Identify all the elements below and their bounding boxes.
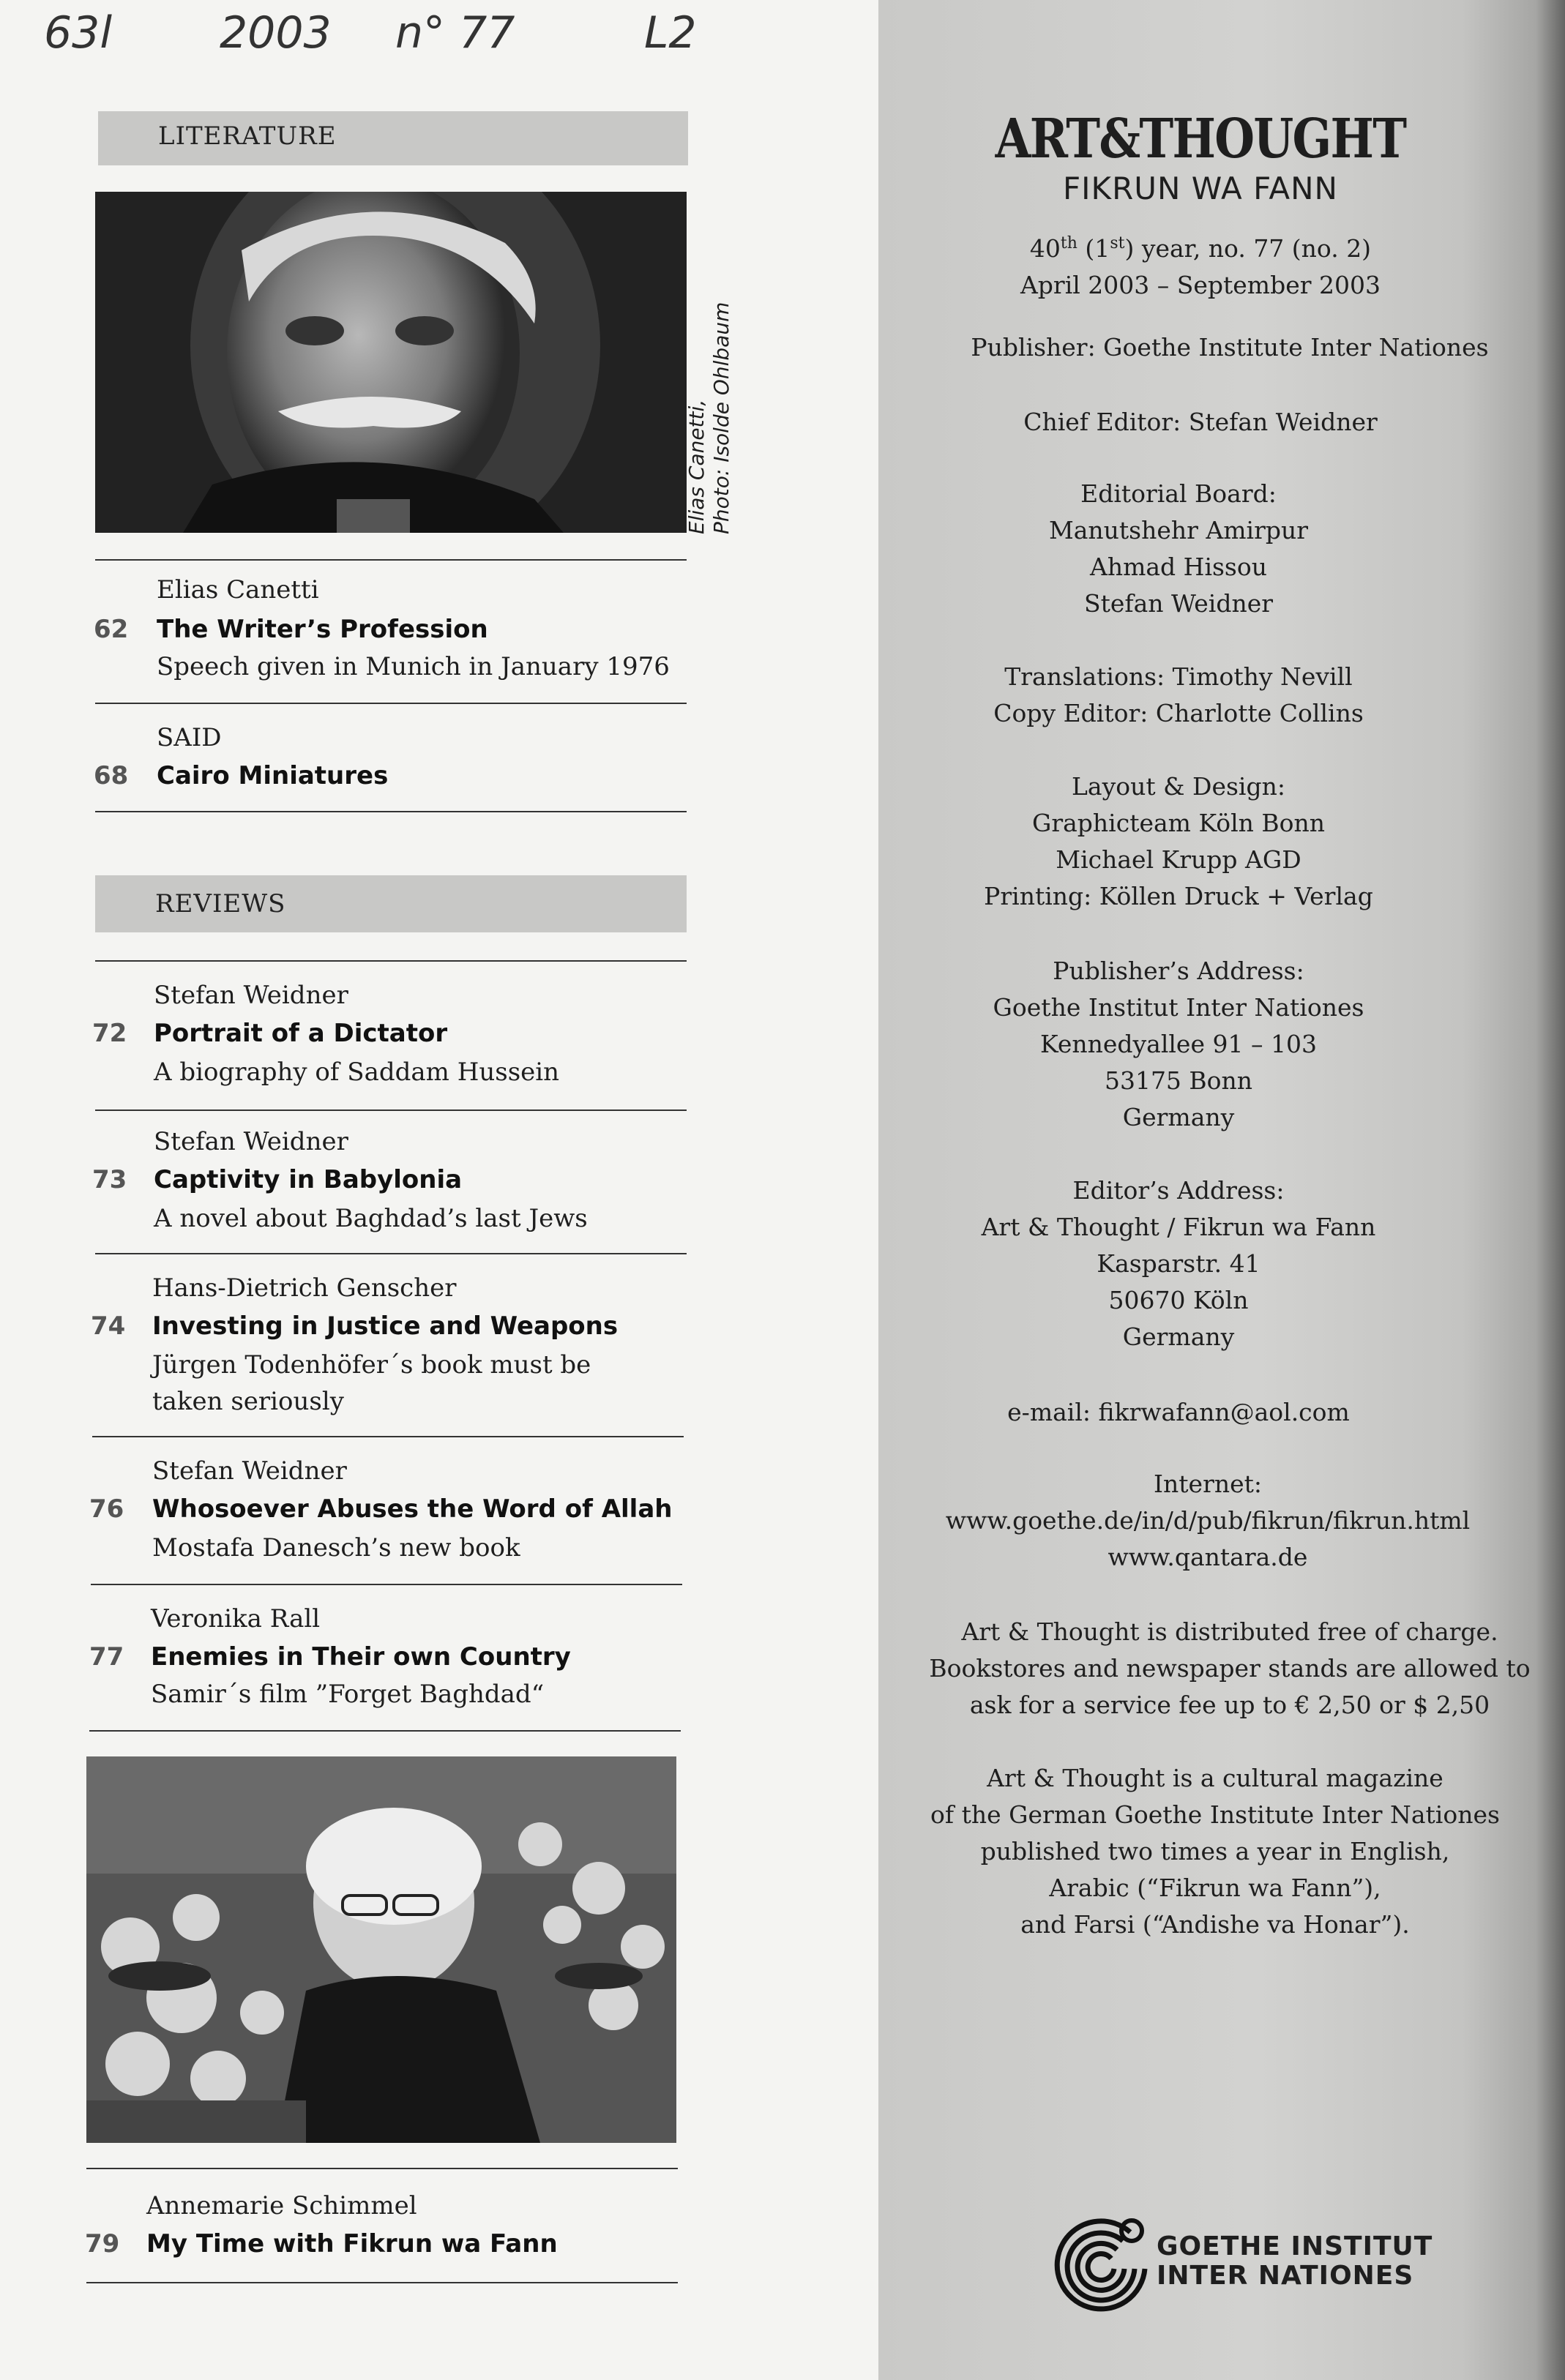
entry-author: Veronika Rall (151, 1604, 321, 1634)
entry-title: My Time with Fikrun wa Fann (146, 2229, 558, 2259)
imprint-editorial-board: Editorial Board: Manutshehr Amirpur Ahmad Hissou Stefan Weidner (1048, 479, 1309, 618)
entry-page-number: 72 (92, 1019, 127, 1048)
entry-subtitle: Jürgen Todenhöfer´s book must be (152, 1350, 591, 1380)
entry-title: Investing in Justice and Weapons (152, 1311, 619, 1341)
divider (86, 2168, 678, 2169)
entry-page-number: 62 (94, 615, 129, 644)
imprint-editor-address: Editor’s Address: Art & Thought / Fikrun wa Fann Kasparstr. 41 50670 Köln Germany (981, 1176, 1376, 1351)
photo-elias-canetti (95, 192, 687, 533)
divider (95, 559, 687, 561)
goethe-logo-text: GOETHE INSTITUT INTER NATIONES (1157, 2231, 1433, 2291)
magazine-subtitle: FIKRUN WA FANN (1063, 171, 1338, 206)
divider (86, 2282, 678, 2283)
entry-subtitle: Mostafa Danesch’s new book (152, 1533, 520, 1563)
section-header-literature: LITERATURE (98, 111, 688, 165)
imprint-publisher-address: Publisher’s Address: Goethe Institut Inter Nationes Kennedyallee 91 – 103 53175 Bonn Germany (993, 957, 1364, 1131)
divider (95, 960, 687, 962)
divider (95, 703, 687, 704)
entry-page-number: 74 (91, 1311, 126, 1341)
issue-dates: April 2003 – September 2003 (1020, 271, 1381, 299)
entry-subtitle: Speech given in Munich in January 1976 (157, 652, 670, 681)
divider (89, 1730, 681, 1732)
section-header-reviews: REVIEWS (95, 875, 687, 932)
entry-subtitle: Samir´s film ”Forget Baghdad“ (151, 1680, 545, 1709)
entry-title: Enemies in Their own Country (151, 1642, 571, 1672)
divider (95, 811, 687, 812)
divider (92, 1436, 684, 1437)
masthead (900, 110, 1501, 304)
entry-title: Captivity in Babylonia (154, 1165, 463, 1194)
issue-line: 40th (1st) year, no. 77 (no. 2) (1029, 234, 1372, 263)
divider (91, 1584, 682, 1585)
imprint-distribution: Art & Thought is distributed free of charge. Bookstores and newspaper stands are allowed to ask for a service fee up to € 2,50 or $ 2,50 (929, 1617, 1531, 1719)
entry-subtitle: taken seriously (152, 1387, 344, 1416)
imprint-email: e-mail: fikrwafann@aol.com (1007, 1398, 1350, 1426)
imprint-internet: Internet: www.goethe.de/in/d/pub/fikrun/fikrun.html www.qantara.de (945, 1470, 1471, 1571)
entry-author: Stefan Weidner (154, 981, 348, 1010)
entry-author: Stefan Weidner (154, 1127, 348, 1156)
entry-page-number: 73 (92, 1165, 127, 1194)
photo-caption-canetti: Elias Canetti, Photo: Isolde Ohlbaum (684, 302, 733, 534)
imprint-publisher: Publisher: Goethe Institute Inter Nationes (971, 333, 1489, 362)
magazine-logo: ART&THOUGHT (995, 108, 1406, 171)
handwritten-mark-b: 2003 (220, 7, 332, 59)
imprint-translations: Translations: Timothy Nevill Copy Editor: Charlotte Collins (993, 662, 1364, 727)
imprint-layout: Layout & Design: Graphicteam Köln Bonn Michael Krupp AGD Printing: Köllen Druck + Verlag (984, 772, 1373, 910)
entry-title: Whosoever Abuses the Word of Allah (152, 1494, 673, 1524)
entry-author: SAID (157, 723, 222, 752)
entry-author: Stefan Weidner (152, 1456, 347, 1486)
entry-subtitle: A biography of Saddam Hussein (154, 1058, 560, 1087)
entry-title: Portrait of a Dictator (154, 1019, 448, 1048)
handwritten-mark-d: L2 (644, 7, 697, 59)
entry-page-number: 76 (89, 1494, 124, 1524)
entry-author: Elias Canetti (157, 575, 319, 605)
entry-author: Annemarie Schimmel (146, 2191, 417, 2220)
handwritten-mark-a: 63l (44, 7, 113, 59)
divider (95, 1109, 687, 1111)
entry-page-number: 77 (89, 1642, 124, 1672)
handwritten-mark-c: n° 77 (395, 7, 515, 59)
entry-author: Hans-Dietrich Genscher (152, 1273, 457, 1303)
divider (95, 1253, 687, 1254)
entry-title: The Writer’s Profession (157, 615, 488, 644)
imprint-about: Art & Thought is a cultural magazine of the German Goethe Institute Inter Nationes published two times a year in English, Arabic (“Fikrun wa Fann”), and Farsi (“Andishe va Honar”). (930, 1764, 1500, 1939)
entry-title: Cairo Miniatures (157, 761, 389, 790)
photo-annemarie-schimmel (86, 1756, 676, 2143)
entry-page-number: 68 (94, 761, 129, 790)
entry-page-number: 79 (85, 2229, 120, 2259)
entry-subtitle: A novel about Baghdad’s last Jews (154, 1204, 588, 1233)
goethe-spiral-icon (1050, 2210, 1152, 2313)
imprint-chief-editor: Chief Editor: Stefan Weidner (1023, 408, 1378, 436)
